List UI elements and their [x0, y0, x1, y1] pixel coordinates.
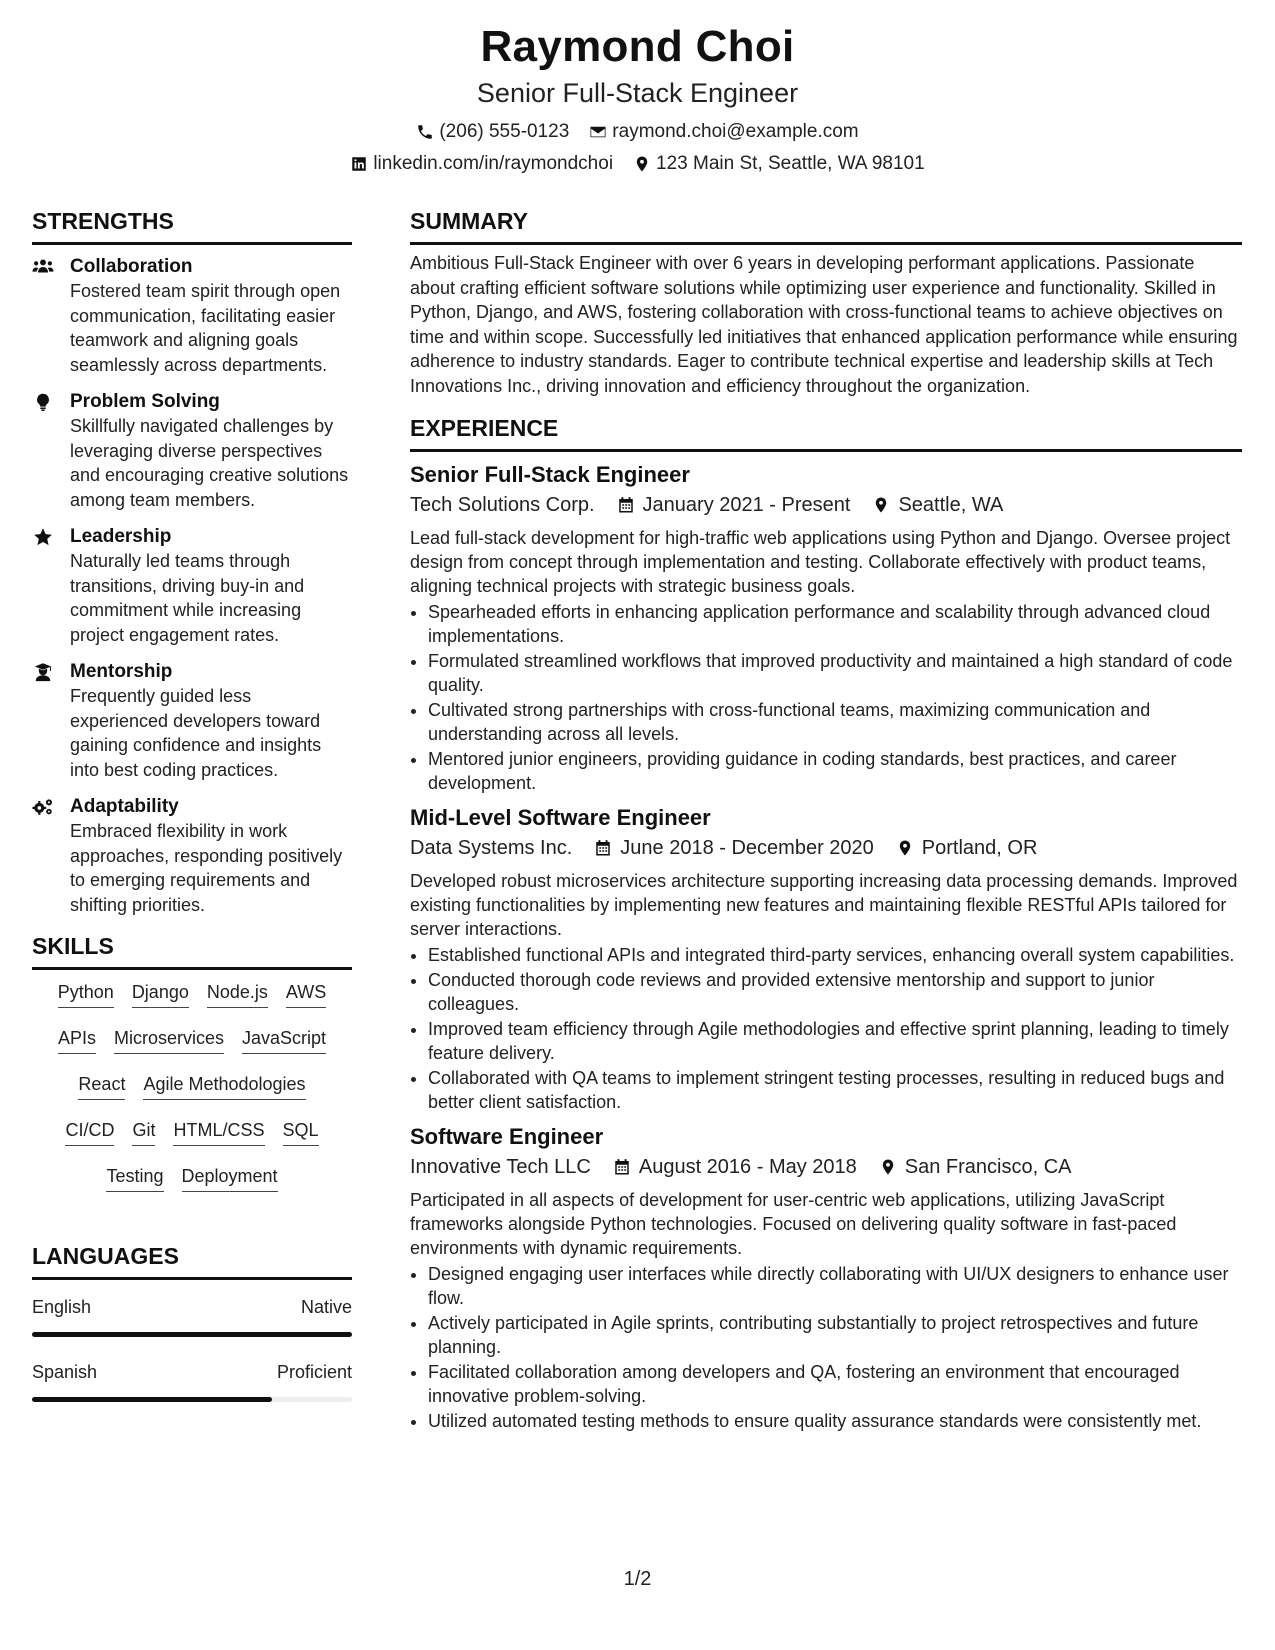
job-location: Seattle, WA [898, 494, 1004, 516]
skill-tag: Deployment [182, 1164, 278, 1192]
job-bullet: • Improved team efficiency through Agile methodologies and effective sprint planning, leading to timely feature delivery. [428, 1017, 1242, 1065]
map-pin-icon [896, 839, 914, 857]
skill-tag: AWS [286, 980, 326, 1008]
cogs-icon [32, 797, 54, 817]
calendar-icon [613, 1158, 631, 1176]
phone-contact[interactable] [416, 116, 569, 148]
job-bullet: • Formulated streamlined workflows that improved productivity and maintained a high standard of code quality. [428, 649, 1242, 697]
email-contact[interactable] [589, 116, 858, 148]
job-description: Participated in all aspects of development for user-centric web applications, utilizing JavaScript frameworks alongside Python technologies. Focused on delivering quality software in fast-paced environments with dynamic requirements. [410, 1190, 1177, 1258]
job-bullet: • Actively participated in Agile sprints, contributing substantially to project retrospectives and future planning. [428, 1311, 1242, 1359]
address-contact [633, 148, 925, 180]
calendar-icon [594, 839, 612, 857]
phone-icon [416, 123, 434, 141]
strength-name: Problem Solving [70, 391, 220, 412]
language-name: Spanish [32, 1362, 98, 1382]
language-proficiency-bar [32, 1332, 352, 1337]
skill-tag: Testing [106, 1164, 163, 1192]
job-bullet: • Spearheaded efforts in enhancing application performance and scalability through advanced cloud implementations. [428, 600, 1242, 648]
skill-tag: CI/CD [65, 1118, 114, 1146]
skills-heading: SKILLS [32, 930, 352, 970]
job-meta [410, 1152, 1242, 1182]
job-title: Senior Full-Stack Engineer [410, 462, 690, 487]
strengths-heading: STRENGTHS [32, 205, 352, 245]
strength-item [32, 525, 352, 647]
strength-item [32, 390, 352, 512]
job-bullet: • Collaborated with QA teams to implement stringent testing processes, resulting in reduced bugs and better client satisfaction. [428, 1066, 1242, 1114]
skill-tag: APIs [58, 1026, 96, 1054]
skill-tag: JavaScript [242, 1026, 326, 1054]
strength-desc: Naturally led teams through transitions, driving buy-in and commitment while increasing project engagement rates. [70, 551, 305, 645]
strength-desc: Frequently guided less experienced developers toward gaining confidence and insights into best coding practices. [70, 686, 322, 780]
language-item [32, 1359, 352, 1402]
linkedin-text: linkedin.com/in/raymondchoi [373, 153, 614, 174]
candidate-name: Raymond Choi [480, 22, 795, 71]
contact-row-1 [0, 116, 1275, 148]
job-description: Developed robust microservices architecture supporting increasing data processing demands. Improved existing functionalities by implementing new features and maintaining flexible RESTful APIs tailored for server interactions. [410, 871, 1238, 939]
job-title: Software Engineer [410, 1124, 604, 1149]
job-bullets [410, 600, 1242, 795]
map-pin-icon [633, 155, 651, 173]
skill-tag: Agile Methodologies [143, 1072, 305, 1100]
job-bullet: • Established functional APIs and integrated third-party services, enhancing overall system capabilities. [428, 943, 1242, 967]
lightbulb-icon [32, 392, 54, 412]
languages-heading: LANGUAGES [32, 1240, 352, 1280]
contact-row-2 [0, 148, 1275, 180]
envelope-icon [589, 123, 607, 141]
phone-text: (206) 555-0123 [439, 121, 570, 142]
job-entry [410, 803, 1242, 1114]
languages-section [32, 1240, 352, 1402]
language-level: Proficient [276, 1362, 352, 1382]
skill-tag: Node.js [207, 980, 268, 1008]
linkedin-contact[interactable] [350, 148, 613, 180]
job-entry [410, 1122, 1242, 1433]
strength-name: Collaboration [70, 256, 193, 277]
graduation-user-icon [32, 662, 54, 682]
job-location: San Francisco, CA [904, 1156, 1072, 1178]
language-proficiency-bar [32, 1397, 352, 1402]
job-bullets [410, 943, 1242, 1114]
job-dates: June 2018 - December 2020 [620, 837, 874, 859]
skill-tag: Microservices [114, 1026, 224, 1054]
job-dates: January 2021 - Present [642, 494, 851, 516]
language-item [32, 1294, 352, 1337]
skill-tag: Python [58, 980, 114, 1008]
candidate-title: Senior Full-Stack Engineer [476, 78, 799, 108]
map-pin-icon [872, 496, 890, 514]
job-bullet: • Designed engaging user interfaces while directly collaborating with UI/UX designers to enhance user flow. [428, 1262, 1242, 1310]
page-number: 1/2 [623, 1568, 652, 1590]
skill-tag: React [78, 1072, 125, 1100]
summary-text: Ambitious Full-Stack Engineer with over 6 years in developing performant applications. Passionate about crafting efficient software solutions while optimizing user experience and functionality. Skilled in Python, Django, and AWS, fostering collaboration with cross-functional teams to achieve objectives on time and within scope. Successfully led initiatives that enhanced application performance while ensuring adherence to industry standards. Eager to contribute technical expertise and leadership skills at Tech Innovations Inc., driving innovation and efficiency throughout the organization. [410, 253, 1238, 396]
users-icon [32, 257, 54, 277]
job-bullet: • Conducted thorough code reviews and provided extensive mentorship and support to junior colleagues. [428, 968, 1242, 1016]
strength-desc: Fostered team spirit through open communication, facilitating easier teamwork and aligning goals seamlessly across departments. [70, 281, 341, 375]
strength-name: Mentorship [70, 661, 173, 682]
strengths-section [32, 205, 352, 917]
job-bullet: • Utilized automated testing methods to ensure quality assurance standards were consistently met. [428, 1409, 1242, 1433]
job-company: Innovative Tech LLC [410, 1156, 591, 1178]
job-entry [410, 460, 1242, 795]
map-pin-icon [879, 1158, 897, 1176]
strength-name: Adaptability [70, 796, 179, 817]
strength-item [32, 795, 352, 917]
resume-header [0, 18, 1275, 180]
language-proficiency-fill [32, 1332, 352, 1337]
skill-tag: Git [132, 1118, 155, 1146]
job-bullets [410, 1262, 1242, 1433]
email-text: raymond.choi@example.com [612, 121, 859, 142]
strength-item [32, 255, 352, 377]
language-name: English [32, 1297, 92, 1317]
job-company: Tech Solutions Corp. [410, 494, 595, 516]
star-icon [32, 527, 54, 547]
job-company: Data Systems Inc. [410, 837, 573, 859]
strength-desc: Embraced flexibility in work approaches, responding positively to emerging requirements and shifting priorities. [70, 821, 343, 915]
job-meta [410, 833, 1242, 863]
address-text: 123 Main St, Seattle, WA 98101 [656, 153, 925, 174]
left-column [32, 205, 352, 1424]
job-title: Mid-Level Software Engineer [410, 805, 711, 830]
job-bullet: • Cultivated strong partnerships with cross-functional teams, maximizing communication and understanding across all levels. [428, 698, 1242, 746]
experience-heading: EXPERIENCE [410, 412, 1242, 452]
experience-section [410, 412, 1242, 1433]
job-bullet: • Mentored junior engineers, providing guidance in coding standards, best practices, and career development. [428, 747, 1242, 795]
summary-section [410, 205, 1242, 398]
strength-item [32, 660, 352, 782]
language-proficiency-fill [32, 1397, 272, 1402]
strengths-list [32, 255, 352, 917]
right-column [410, 205, 1242, 1437]
job-meta [410, 490, 1242, 520]
linkedin-icon [350, 155, 368, 173]
calendar-icon [617, 496, 635, 514]
strength-desc: Skillfully navigated challenges by leveraging diverse perspectives and encouraging creative solutions among team members. [70, 416, 349, 510]
skill-tag: HTML/CSS [173, 1118, 264, 1146]
skills-section [32, 930, 352, 1210]
language-level: Native [300, 1297, 352, 1317]
job-dates: August 2016 - May 2018 [638, 1156, 857, 1178]
strength-name: Leadership [70, 526, 172, 547]
job-location: Portland, OR [921, 837, 1038, 859]
job-description: Lead full-stack development for high-traffic web applications using Python and Django. Oversee project design from concept through implementation and testing. Collaborate effectively with product teams, aligning technical projects with strategic business goals. [410, 528, 1231, 596]
job-bullet: • Facilitated collaboration among developers and QA, fostering an environment that encouraged innovative problem-solving. [428, 1360, 1242, 1408]
skill-tag: SQL [283, 1118, 319, 1146]
skill-tag: Django [132, 980, 189, 1008]
summary-heading: SUMMARY [410, 205, 1242, 245]
skills-list [32, 970, 352, 1210]
